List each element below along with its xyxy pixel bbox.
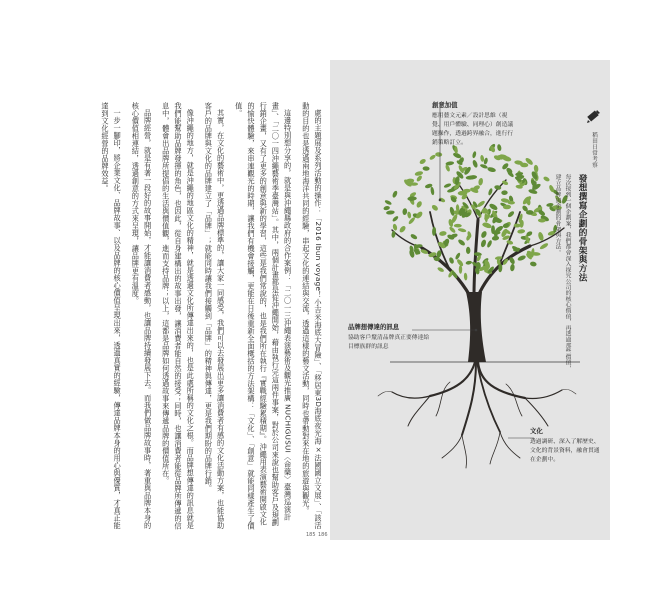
leaf — [480, 230, 488, 239]
paragraph: 處的主題展及系列活動的操作：「2016 Ibun voyage！小吉米海底大冒險」、「移居東3D海底夜光海×法國國立文展」、「該活動的目的也是透過兩地海洋共同的經驗，串起文化的連結與交流，透過這樣的藝文活動，同時也帶動對來在地的旅遊與觀光。 — [301, 102, 323, 530]
leaf — [530, 261, 537, 267]
body-text-column — [99, 102, 324, 532]
label-creative-body: 應用藝文元素／設計思維（視覺、用戶體驗、同理心）創造議題操作，透過跨界融合，進行行銷策略訂立。 — [432, 113, 514, 146]
leaf — [384, 199, 392, 205]
leaf — [480, 239, 487, 248]
leaf — [430, 187, 435, 196]
label-culture — [530, 426, 602, 465]
leaf — [439, 231, 447, 237]
leaf — [537, 231, 544, 241]
paragraph: 一步一腳印，將企業文化、品牌故事、以及品牌的核心價值呈現出來，透過真實的經驗，傳達品牌本身的用心與優質，才真正能達到文化經營的品牌效益。 — [100, 102, 123, 530]
leaf — [407, 196, 417, 201]
leaf — [465, 260, 472, 265]
leaf — [392, 190, 399, 198]
leaf — [391, 231, 396, 239]
leaf — [517, 229, 525, 234]
leader-dot — [439, 199, 442, 202]
leaf — [478, 178, 484, 186]
leaf — [402, 208, 407, 215]
leaf — [448, 257, 454, 265]
paragraph: 品牌經營，就是有著一段好的故事開始，才能讓消費者感動，也讓品牌持續發展下去。而我們做品牌故事時，著重與品牌本身的核心價值相連結，透過創意的方式來呈現，讓品牌更有溫度。 — [131, 102, 153, 530]
paragraph: 這邊特別想分享的，就是與沖繩縣政府的合作案例：「二〇一三沖繩表演藝術及觀光推廣 NUCHIGUSUI〈命藥〉臺灣巡演計畫」、「二〇一四沖繩藝術季臺灣站」。其中，兩個計畫都是從沖繩開始，藉由執行完這兩件事案，對於公司來說也幫助客戶及規劃行銷企畫，又有了更多的創意與新的學習，這些是我們常說的，也是我們所在執行『實戰經驗累積期』。沖繩用表演藝術開啟文化的愉快體驗，來串連觀光的時期，讓我們有機會接觸，更能在日後重新全面概括的方法架構：「文化」、「創意」就能同樣產生了價值。 — [234, 102, 293, 530]
leaf — [510, 264, 515, 272]
page-number-left: 185 — [306, 532, 316, 538]
leaf — [437, 266, 445, 272]
paragraph: 像沖繩的地方，就是沖繩的地區文化的精神，就是透過文化所傳達出來的，也是此處所稱的文化之根。而品牌想傳達的訊息就是我們能幫助品牌發揮的角色，也因此，從自身建構出的故事出發，讓消費者能自然的接受；同時，也讓消費者能從品牌所傳遞的信息中，體會出品牌所提倡的生活與價值觀，進而支持品牌；以上，這都是品牌如何透過故事來傳遞品牌的價值所在。 — [161, 102, 196, 530]
leader-dot — [475, 329, 478, 332]
leaf — [480, 163, 489, 169]
label-culture-title: 文化 — [530, 427, 543, 435]
leaf — [457, 238, 466, 246]
leaf — [480, 155, 485, 162]
leaf — [472, 151, 477, 159]
leaf — [448, 226, 456, 234]
leaf — [414, 171, 423, 177]
label-message-body: 協助客戶釐清品牌真正要傳達給目標族群的訊息 — [348, 335, 430, 350]
leaf — [443, 183, 451, 189]
leaf — [533, 165, 538, 173]
leaf — [454, 252, 461, 260]
leaf — [407, 211, 412, 218]
leaf — [492, 235, 500, 241]
leaf — [392, 215, 399, 222]
leaf — [508, 201, 515, 205]
label-creative-title: 創意加值 — [432, 101, 458, 109]
pencil-icon — [586, 108, 602, 124]
leaf — [383, 205, 390, 210]
leaf — [454, 224, 462, 228]
leaf — [419, 158, 427, 165]
leaf — [435, 152, 442, 157]
page-number-right: 186 — [318, 532, 328, 538]
corner-tag — [586, 108, 602, 168]
leaf — [543, 176, 551, 183]
leaf — [392, 223, 398, 231]
leaf — [507, 210, 515, 218]
leaf — [472, 159, 479, 168]
leaf — [517, 254, 527, 261]
leaf — [487, 166, 496, 172]
section-title: 發想撰寫企劃的骨架與方法 — [577, 174, 587, 282]
leaf — [386, 210, 395, 215]
leaf — [486, 240, 493, 249]
leaf — [459, 265, 462, 274]
paragraph: 其實，在文化的藝術中，更透過品牌標準的，讓大家一同感受，我們可以去發展出更多讓消費者有感的文化活動方案，也能協助客戶的品牌與文化的品牌建立了「品牌」；就能同時讓我們接觸到「品牌」的精神與傳達，更是我們期盼的品牌行銷。 — [204, 102, 226, 530]
leaf — [464, 273, 468, 281]
label-message — [348, 322, 432, 352]
label-message-title: 品牌想傳達的訊息 — [348, 323, 400, 331]
leaf — [429, 154, 437, 161]
label-culture-body: 透過調研、深入了解歷史、文化的背景資料，融會貫通在企劃中。 — [530, 439, 600, 463]
section-description: 每次接到一個企劃案，我們都會深入探究公司的核心價值，再透過那些價值，建立品牌與企劃的骨架與方法。 — [554, 174, 570, 372]
leaf — [539, 242, 549, 250]
left-page — [52, 60, 328, 540]
leaf — [466, 247, 471, 254]
label-creative — [432, 100, 518, 148]
leaf — [410, 233, 418, 240]
leaf — [501, 190, 507, 195]
leaf — [458, 228, 467, 233]
corner-tag-text: 稻田日常考察 — [591, 132, 597, 168]
leaf — [458, 191, 468, 196]
leaf — [416, 175, 423, 183]
right-page — [330, 60, 610, 540]
leaf — [398, 225, 406, 234]
leaf — [431, 204, 439, 212]
leaf — [416, 200, 423, 208]
leaf — [422, 166, 429, 171]
